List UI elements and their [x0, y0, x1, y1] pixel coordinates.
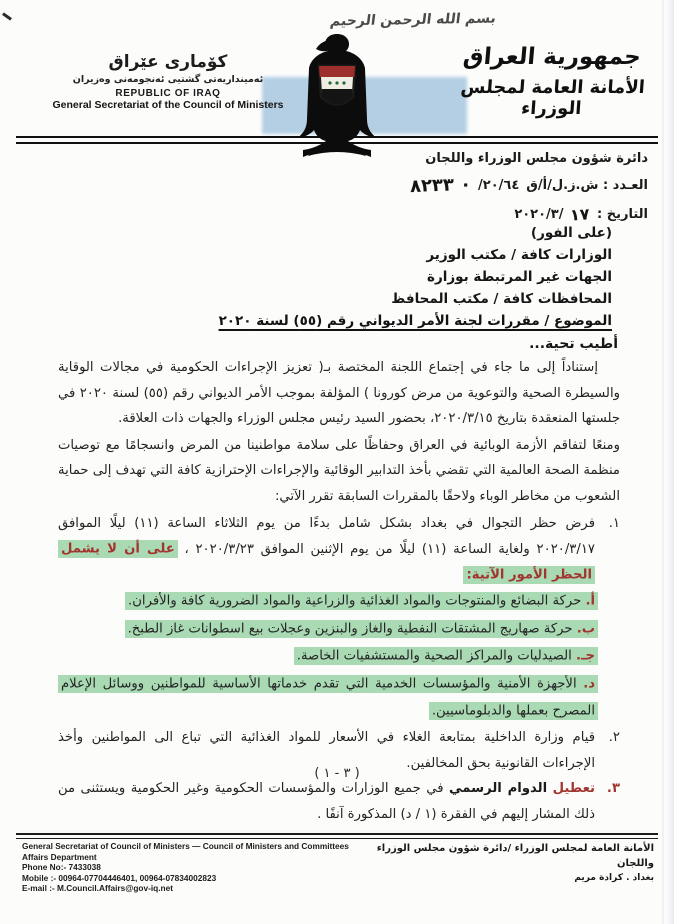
iraq-eagle-emblem-icon	[284, 33, 390, 164]
item-1-body: فرض حظر التجوال في بغداد بشكل شامل بدءًا من يوم الثلاثاء الساعة (١١) ليلًا الموافق ٢٠٢٠/٣/١٧ ولغاية الساعة (١١) ليلًا من يوم الإثنين الموافق ٢٠٢٠/٣/٢٣ ،	[58, 516, 595, 557]
footer-ar-line1: الأمانة العامة لمجلس الوزراء /دائرة شؤون مجلس الوزراء واللجان	[376, 843, 654, 869]
footer-double-rule	[16, 833, 658, 839]
header-right-block	[444, 44, 660, 119]
addressee-line: المحافظات كافة / مكتب المحافظ	[391, 291, 612, 307]
item-3-bold-words: الدوام الرسمي	[448, 781, 548, 796]
item-1-number: ١.	[608, 516, 620, 531]
subitem-d-text: الأجهزة الأمنية والمؤسسات الخدمية التي تقدم خدماتها الأساسية للمواطنين ووسائل الإعلام المصرح بعملها والدبلوماسيين.	[61, 676, 595, 719]
item-3-text	[58, 776, 595, 827]
arabic-republic-title: جمهورية العراق	[462, 44, 642, 70]
number-printed: /٢٠/٦٤	[478, 178, 520, 193]
item-1-text	[58, 511, 595, 588]
subitem-b-letter: ب.	[576, 621, 595, 636]
decision-item-3	[58, 776, 620, 827]
number-handwritten: ٠ ٨٢٣٣	[409, 173, 472, 198]
item-1-highlighted-clause: على أن لا يشمل الحظر الأمور الآتية:	[58, 540, 595, 584]
english-republic-title: REPUBLIC OF IRAQ	[115, 88, 221, 99]
item-2-number: ٢.	[608, 730, 620, 745]
number-label: العـدد : ش.ز.ل/أ/ق	[526, 178, 648, 193]
date-printed: ٢٠٢٠/٣/	[514, 207, 564, 222]
scan-edge-right	[665, 0, 674, 924]
footer-en-email: E-mail :- M.Council.Affairs@gov-iq.net	[22, 883, 173, 893]
date-label: التاريخ :	[597, 207, 648, 222]
item-3-red-word: تعطيل	[552, 781, 595, 796]
bismillah-script: بسم الله الرحمن الرحيم	[329, 10, 497, 30]
department-line: دائرة شؤون مجلس الوزراء واللجان	[425, 151, 648, 166]
footer-en-mobile: Mobile :- 00964-07704446401, 00964-07834002823	[22, 872, 217, 883]
document-date-row	[410, 205, 648, 224]
paragraph-preamble: إستناداً إلى ما جاء في إجتماع اللجنة المختصة بـ( تعزيز الإجراءات الحكومية في مجالات الوقاية والسيطرة الصحية والتوعوية من مرض كورونا ) المؤلفة بموجب الأمر الديواني رقم (٥٥) لسنة ٢٠٢٠ في جلستها المنعقدة بتاريخ ٢٠٢٠/٣/١٥، بحضور السيد رئيس مجلس الوزراء والجهات ذات العلاقة.	[58, 360, 620, 426]
footer	[22, 841, 654, 894]
reference-block	[410, 151, 648, 224]
english-secretariat-title: General Secretariat of the Council of Ministers	[52, 99, 284, 111]
footer-en-line1: General Secretariat of Council of Ministers — Council of Ministers and Committees Affairs Department	[22, 841, 349, 862]
footer-en-phone: Phone No:- 7433038	[22, 862, 101, 872]
header-left-block	[24, 52, 312, 111]
exception-subitems	[58, 588, 620, 726]
scan-edge-line	[662, 0, 664, 924]
footer-english-block	[22, 841, 376, 894]
kurdish-subtitle: ئەمینداریەتی گشتیی ئەنجومەنی وەزیران	[72, 74, 264, 85]
footer-arabic-block	[376, 841, 654, 886]
urgency-note: (على الفور)	[530, 225, 612, 241]
kurdish-title: كۆماری عێراق	[108, 52, 228, 72]
document-number-row	[410, 175, 648, 196]
subitem-b-text: حركة صهاريج المشتقات النفطية والغاز والبنزين وعجلات بيع اسطوانات غاز الطبخ.	[127, 621, 573, 636]
page-number: ( ٣ - ١ )	[314, 766, 360, 781]
subitem-a-letter: أ.	[585, 593, 595, 609]
paragraph-rationale: ومنعًا لتفاقم الأزمة الوبائية في العراق وحفاظًا على سلامة مواطنينا من المرض وانسجامًا مع توصيات منظمة الصحة العالمية التي تقضي بأخذ التدابير الوقائية والإجراءات الإحترازية كافة التي تهدف إلى حماية الشعوب من مخاطر الوباء ولاحقًا بالمقررات السابقة تقرر الآتي:	[58, 437, 620, 504]
subitem-j-letter: جـ.	[575, 648, 595, 664]
document-body	[58, 355, 620, 827]
subject-line: الموضوع / مقررات لجنة الأمر الديواني رقم (٥٥) لسنة ٢٠٢٠	[218, 313, 612, 329]
arabic-secretariat-title: الأمانة العامة لمجلس الوزراء	[459, 77, 646, 119]
item-3-number: ٣.	[606, 781, 620, 796]
addressee-line: الوزارات كافة / مكتب الوزير	[426, 247, 612, 263]
footer-ar-address: بغداد . كرادة مريم	[574, 873, 654, 883]
decision-item-1	[58, 511, 620, 588]
subitem-b	[58, 615, 598, 643]
item-3-rest: في جميع الوزارات والمؤسسات الحكومية وغير الحكومية ويستثنى من ذلك المشار إليهم في الفقرة (١ / د) المذكورة آنفًا .	[58, 781, 595, 822]
subitem-j	[58, 643, 598, 671]
addressees-block	[219, 222, 612, 332]
item-2-text: قيام وزارة الداخلية بمتابعة الغلاء في الأسعار للمواد الغذائية التي تباع الى المواطنين وأخذ الإجراءات القانونية بحق المخالفين.	[58, 730, 595, 771]
subitem-d	[58, 670, 598, 725]
addressee-line: الجهات غير المرتبطة بوزارة	[427, 269, 612, 285]
subitem-a-text: حركة البضائع والمنتوجات والمواد الغذائية والزراعية والمواد الضرورية كافة والأفران.	[128, 593, 582, 609]
scan-artifact-topleft	[2, 12, 12, 20]
subitem-d-letter: د.	[583, 676, 595, 691]
date-day-handwritten: ١٧	[569, 204, 591, 225]
subitem-j-text: الصيدليات والمراكز الصحية والمستشفيات الخاصة.	[296, 648, 572, 664]
greeting-line: أطيب تحية...	[529, 336, 618, 352]
subitem-a	[58, 588, 598, 616]
